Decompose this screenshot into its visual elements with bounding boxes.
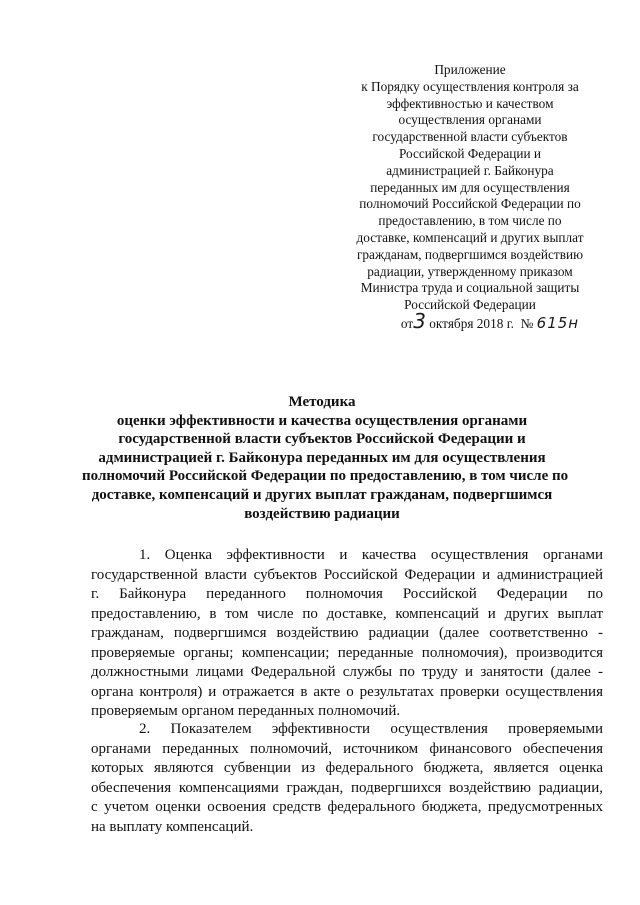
paragraph-line: 2. Показателем эффективности осуществления проверяемыми bbox=[139, 721, 603, 737]
paragraph-line: предоставлению, в том числе по доставке, компенсаций и других выплат bbox=[91, 605, 603, 622]
paragraph-2 bbox=[91, 720, 603, 837]
appendix-line: полномочий Российской Федерации по bbox=[359, 196, 581, 212]
appendix-line: Российской Федерации и bbox=[398, 145, 542, 161]
title-line: государственной власти субъектов Российской Федерации и bbox=[118, 431, 526, 448]
handwritten-order-number: 615н bbox=[536, 313, 580, 332]
appendix-line: гражданам, подвергшимся воздействию bbox=[356, 246, 584, 262]
paragraph-line: обеспечения компенсациями граждан, подвергшихся воздействию радиации, bbox=[91, 779, 603, 796]
date-rest: октября 2018 г. bbox=[429, 315, 514, 331]
paragraph-line: г. Байконура переданного полномочия Российской Федерации по bbox=[91, 586, 603, 602]
title-line: администрацией г. Байконура переданных им для осуществления bbox=[98, 449, 546, 466]
appendix-line: Российской Федерации bbox=[404, 297, 536, 313]
paragraph-1 bbox=[91, 546, 603, 722]
title-line: воздействию радиации bbox=[244, 505, 400, 522]
appendix-line: администрацией г. Байконура bbox=[386, 162, 554, 178]
paragraph-line: на выплату компенсаций. bbox=[91, 818, 254, 835]
order-date-line bbox=[340, 308, 640, 333]
handwritten-day: 3 bbox=[413, 308, 426, 333]
title-line: Методика bbox=[288, 394, 356, 410]
appendix-line: к Порядку осуществления контроля за bbox=[361, 78, 579, 94]
paragraph-line: проверяемым органом переданных полномочий. bbox=[91, 703, 401, 719]
paragraph-line: органами переданных полномочий, источником финансового обеспечения bbox=[91, 740, 603, 757]
paragraph-line: должностными лицами Федеральной службы по труду и занятости (далее - bbox=[91, 664, 603, 680]
number-label: № bbox=[520, 315, 534, 331]
appendix-line: Министра труда и социальной защиты bbox=[360, 280, 580, 296]
paragraph-line: органа контроля) и отражается в акте о результатах проверки осуществления bbox=[91, 683, 603, 700]
appendix-line: предоставлению, в том числе по bbox=[378, 213, 562, 229]
paragraph-line: которых являются субвенции из федерального бюджета, является оценка bbox=[91, 760, 603, 776]
appendix-line: радиации, утвержденному приказом bbox=[367, 263, 573, 279]
paragraph-line: проверяемые органы; компенсации; переданные полномочия), производится bbox=[91, 644, 603, 661]
appendix-block bbox=[320, 62, 620, 333]
paragraph-line: гражданам, подвергшимся воздействию радиации (далее соответственно - bbox=[91, 625, 603, 641]
appendix-line: Приложение bbox=[434, 62, 506, 77]
document-title bbox=[82, 393, 569, 523]
paragraph-line: 1. Оценка эффективности и качества осуществления органами bbox=[139, 547, 603, 563]
appendix-line: переданных им для осуществления bbox=[370, 179, 570, 195]
appendix-line: доставке, компенсаций и других выплат bbox=[356, 229, 584, 245]
title-line: полномочий Российской Федерации по предоставлению, в том числе по bbox=[82, 468, 569, 485]
appendix-line: осуществления органами bbox=[398, 112, 542, 128]
appendix-line: эффективностью и качеством bbox=[386, 95, 554, 111]
title-line: доставке, компенсаций и других выплат гражданам, подвергшимся bbox=[91, 486, 553, 503]
date-prefix: от bbox=[400, 315, 414, 331]
paragraph-line: государственной власти субъектов Российской Федерации и администрацией bbox=[91, 566, 603, 583]
appendix-line: государственной власти субъектов bbox=[372, 129, 568, 145]
paragraph-line: с учетом оценки освоения средств федерального бюджета, предусмотренных bbox=[91, 799, 603, 815]
title-line: оценки эффективности и качества осуществления органами bbox=[116, 412, 528, 429]
